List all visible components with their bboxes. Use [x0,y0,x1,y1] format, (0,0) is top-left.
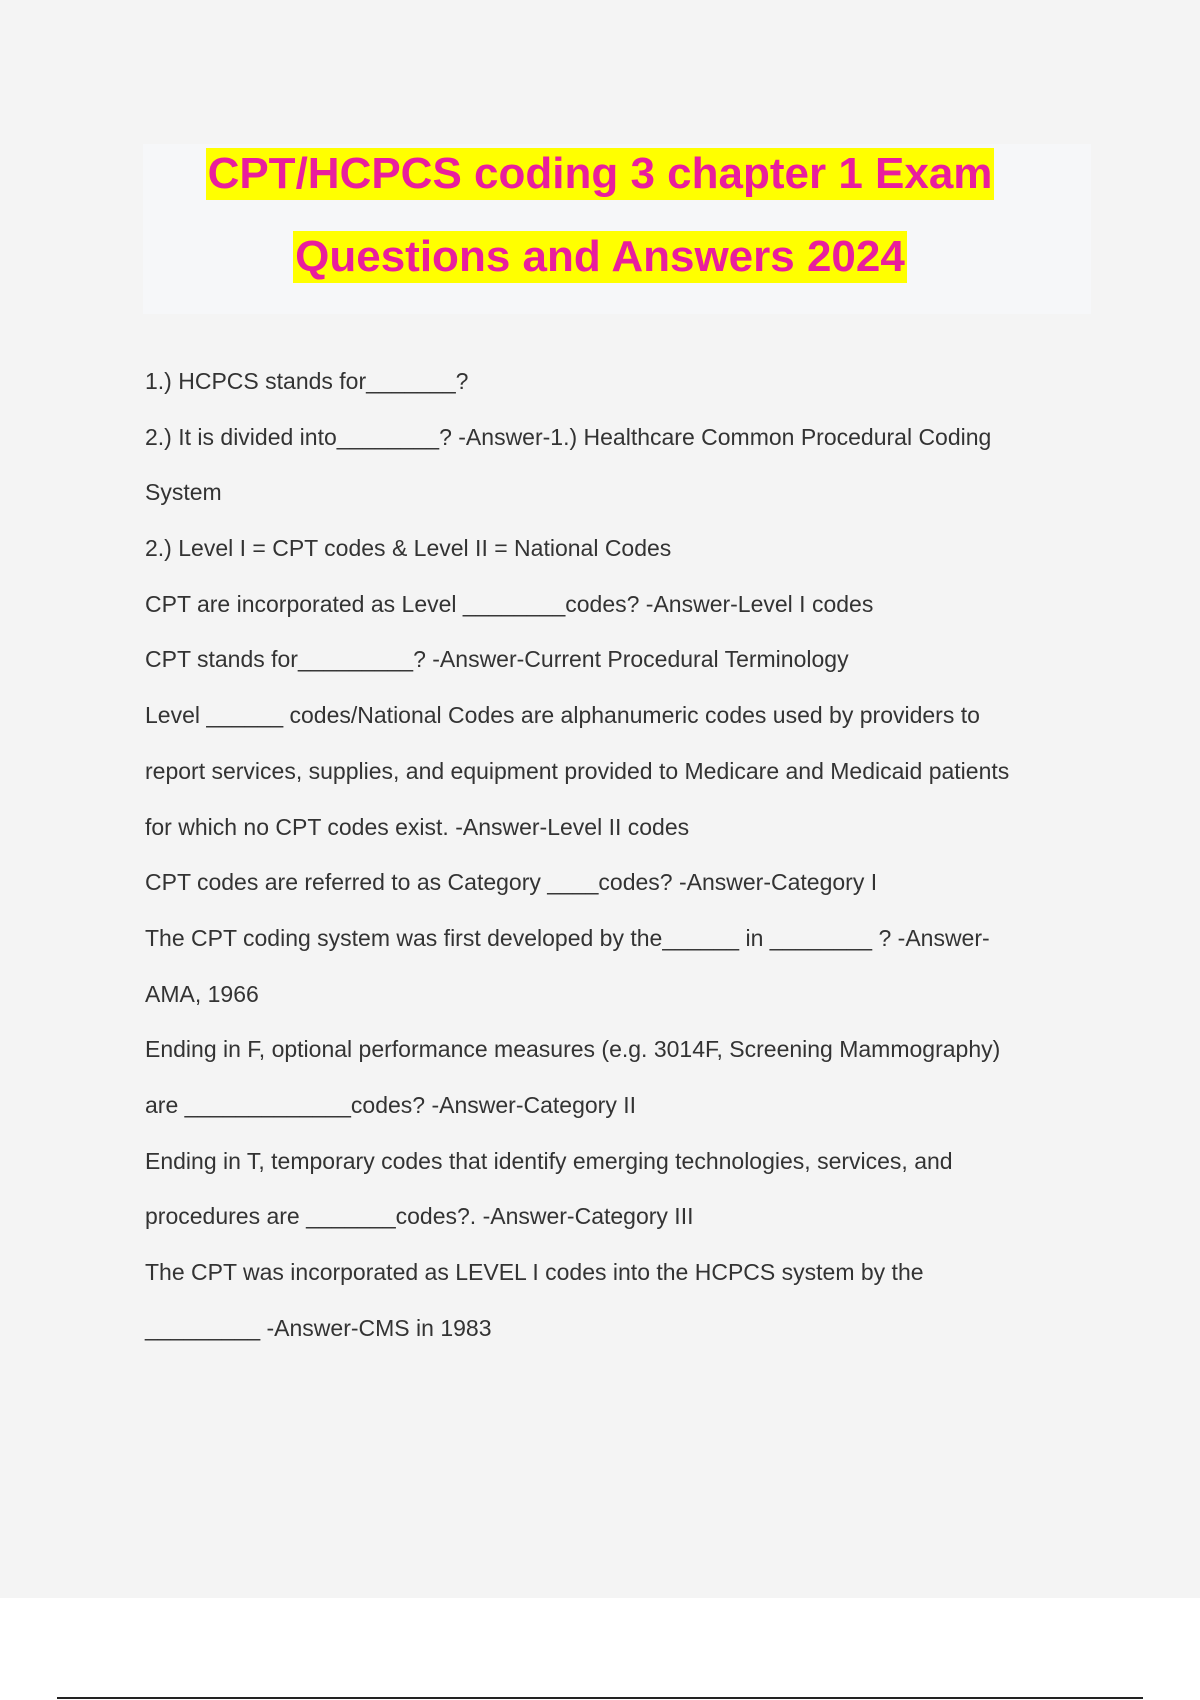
document-title-line-2: Questions and Answers 2024 [295,232,905,281]
text-line: System [145,479,222,506]
text-line: CPT are incorporated as Level ________codes? -Answer-Level I codes [145,590,874,617]
text-line: CPT codes are referred to as Category ____codes? -Answer-Category I [145,869,878,896]
title-row-2 [0,231,1200,283]
document-title-line-1: CPT/HCPCS coding 3 chapter 1 Exam [207,149,993,198]
document-body [145,366,1085,1368]
text-line: AMA, 1966 [145,980,259,1007]
text-line: for which no CPT codes exist. -Answer-Level II codes [145,813,690,840]
text-line: Ending in F, optional performance measures (e.g. 3014F, Screening Mammography) [145,1036,1001,1063]
text-line: are _____________codes? -Answer-Category II [145,1091,636,1118]
footer-divider [57,1697,1143,1699]
text-line: Level ______ codes/National Codes are alphanumeric codes used by providers to [145,702,980,729]
text-line: 2.) Level I = CPT codes & Level II = National Codes [145,535,672,562]
text-line: procedures are _______codes?. -Answer-Category III [145,1203,694,1230]
text-line: CPT stands for_________? -Answer-Current Procedural Terminology [145,646,849,673]
text-line: Ending in T, temporary codes that identify emerging technologies, services, and [145,1147,953,1174]
text-line: _________ -Answer-CMS in 1983 [145,1314,492,1341]
text-line: 2.) It is divided into________? -Answer-1.) Healthcare Common Procedural Coding [145,423,992,450]
title-row-1 [0,148,1200,200]
text-line: report services, supplies, and equipment provided to Medicare and Medicaid patients [145,757,1010,784]
text-line: 1.) HCPCS stands for_______? [145,368,469,394]
text-line: The CPT coding system was first developed by the______ in ________ ? -Answer- [145,924,990,951]
text-line: The CPT was incorporated as LEVEL I codes into the HCPCS system by the [145,1259,924,1285]
